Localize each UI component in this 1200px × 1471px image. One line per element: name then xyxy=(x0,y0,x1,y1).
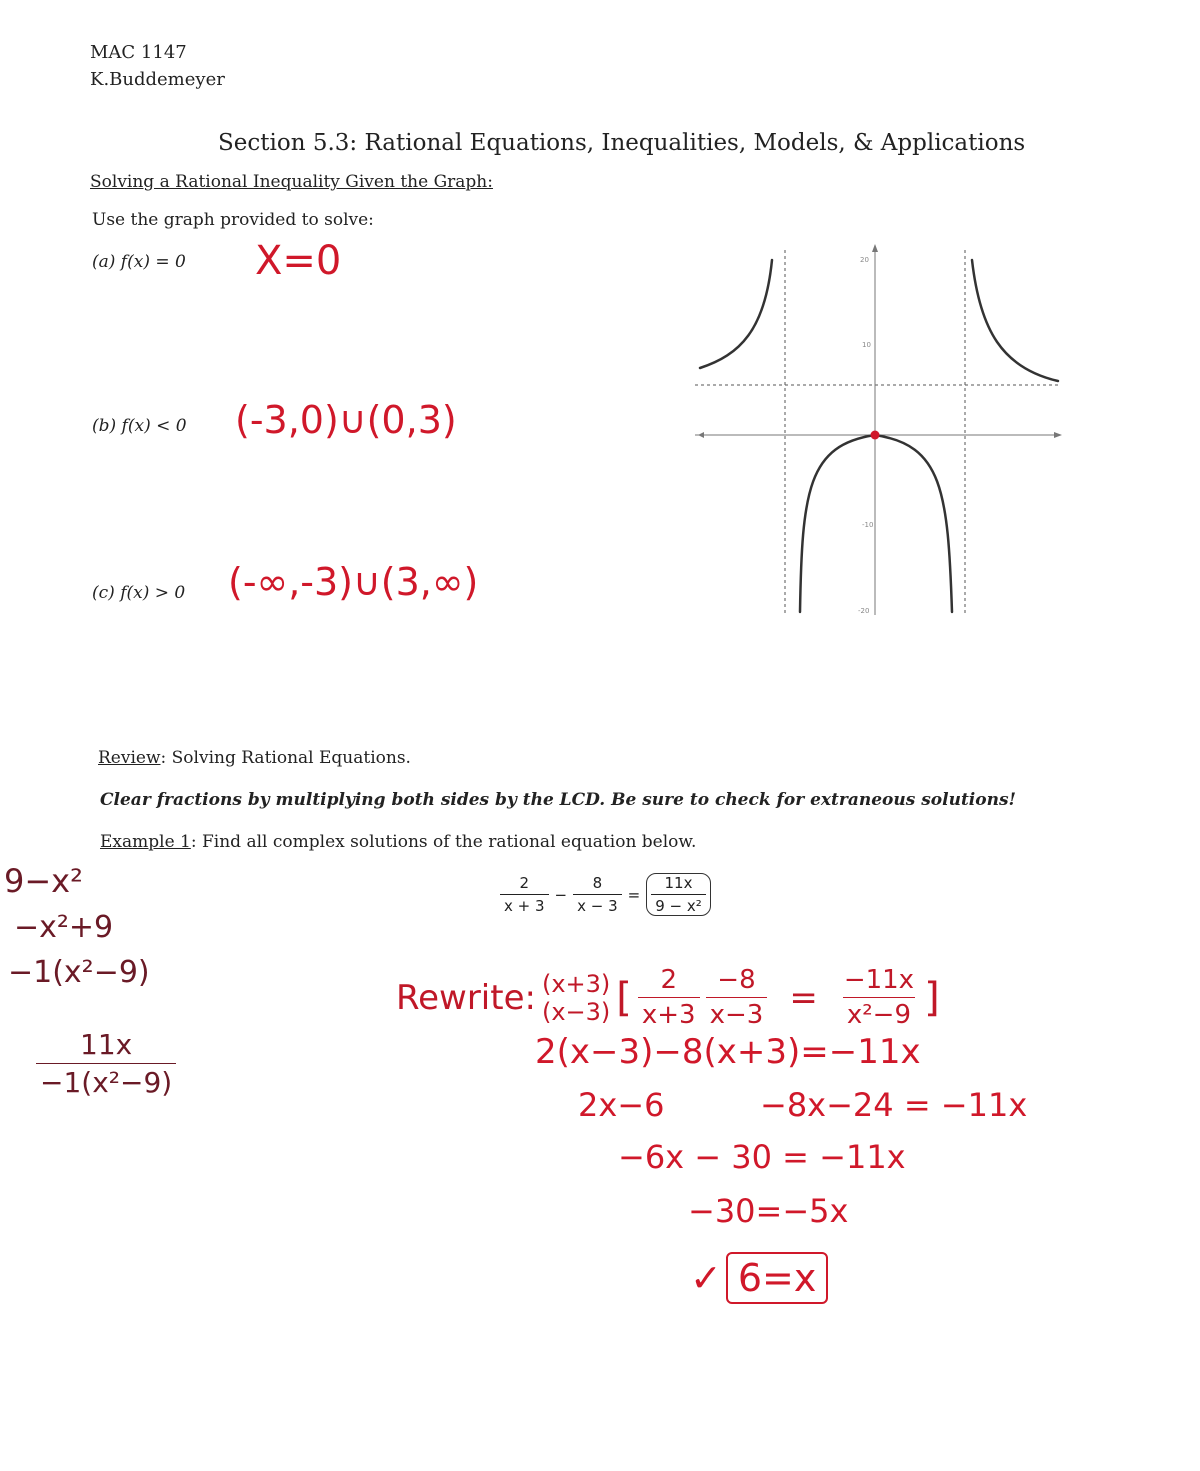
scratch-fraction-den: −1(x²−9) xyxy=(36,1063,176,1099)
term-2: $\frac{8}{x - 3}$ xyxy=(573,874,622,915)
rewrite-term-3: $\frac{-11x}{\text{x²−9}}$ xyxy=(843,965,915,1030)
course-code: MAC 1147 xyxy=(90,42,187,63)
term-3: $\frac{11x}{\text{9 − x²}}$ xyxy=(646,873,711,916)
check-mark-icon: ✓ xyxy=(690,1256,722,1300)
review-note: Clear fractions by multiplying both sides by the LCD. Be sure to check for extraneous solutions! xyxy=(100,790,1016,810)
item-a-label: (a) f(x) = 0 xyxy=(92,252,186,272)
curve-middle-branch xyxy=(800,435,952,612)
printed-equation xyxy=(500,873,711,916)
y-tick-bottom: -20 xyxy=(858,607,870,615)
x-axis-left-arrow xyxy=(698,432,704,438)
rewrite-term-2: $\frac{-8}{x-3}$ xyxy=(706,965,768,1030)
review-line xyxy=(98,748,411,768)
rewrite-label: Rewrite: xyxy=(396,977,536,1018)
example-label: Example 1 xyxy=(100,832,191,852)
y-tick-top: 20 xyxy=(860,256,869,264)
y-tick-mid: 10 xyxy=(862,341,871,349)
example-line xyxy=(100,832,696,852)
zero-point-marker xyxy=(871,431,880,440)
work-line-1: 2(x−3)−8(x+3)=−11x xyxy=(535,1032,921,1072)
scratch-fraction-num: 11x xyxy=(80,1028,133,1061)
rewrite-term-1: $\frac{2}{x+3}$ xyxy=(638,965,700,1030)
x-axis-right-arrow xyxy=(1054,432,1062,438)
term-1: $\frac{2}{x + 3}$ xyxy=(500,874,549,915)
example-text: : Find all complex solutions of the rational equation below. xyxy=(190,832,697,852)
function-graph xyxy=(690,240,1070,620)
section-heading: Solving a Rational Inequality Given the Graph: xyxy=(90,172,493,192)
review-label: Review xyxy=(98,748,161,768)
instructor-name: K.Buddemeyer xyxy=(90,69,225,90)
work-line-4: −30=−5x xyxy=(688,1192,849,1230)
item-b-label: (b) f(x) < 0 xyxy=(92,416,187,436)
page-title: Section 5.3: Rational Equations, Inequalities, Models, & Applications xyxy=(218,130,1026,156)
close-bracket: ] xyxy=(924,974,940,1021)
y-tick-low: -10 xyxy=(862,521,874,529)
instruction-text: Use the graph provided to solve: xyxy=(92,210,374,230)
item-c-label: (c) f(x) > 0 xyxy=(92,583,186,603)
work-line-2b: −8x−24 = −11x xyxy=(760,1086,1028,1124)
rewrite-equals: = xyxy=(789,977,818,1018)
lcd-fraction: (x+3) (x−3) xyxy=(541,969,611,1026)
review-text: : Solving Rational Equations. xyxy=(160,748,411,768)
equals-sign: = xyxy=(627,885,641,904)
item-b-answer: (-3,0)∪(0,3) xyxy=(235,398,457,442)
scratch-fraction xyxy=(36,1028,176,1099)
minus-sign: − xyxy=(554,885,568,904)
item-a-answer: X=0 xyxy=(255,238,342,284)
scratch-line-3: −1(x²−9) xyxy=(8,955,150,990)
scratch-line-2: −x²+9 xyxy=(14,910,114,945)
curve-left-branch xyxy=(700,260,772,368)
item-c-answer: (-∞,-3)∪(3,∞) xyxy=(228,560,479,604)
work-line-3: −6x − 30 = −11x xyxy=(618,1138,906,1176)
scratch-line-1: 9−x² xyxy=(4,862,83,900)
work-line-2a: 2x−6 xyxy=(578,1086,665,1124)
final-answer: 6=x xyxy=(726,1252,829,1304)
rewrite-line xyxy=(396,965,940,1030)
curve-right-branch xyxy=(972,260,1058,381)
open-bracket: [ xyxy=(616,974,632,1021)
final-answer-row xyxy=(690,1252,828,1304)
y-axis-arrow xyxy=(872,244,878,252)
